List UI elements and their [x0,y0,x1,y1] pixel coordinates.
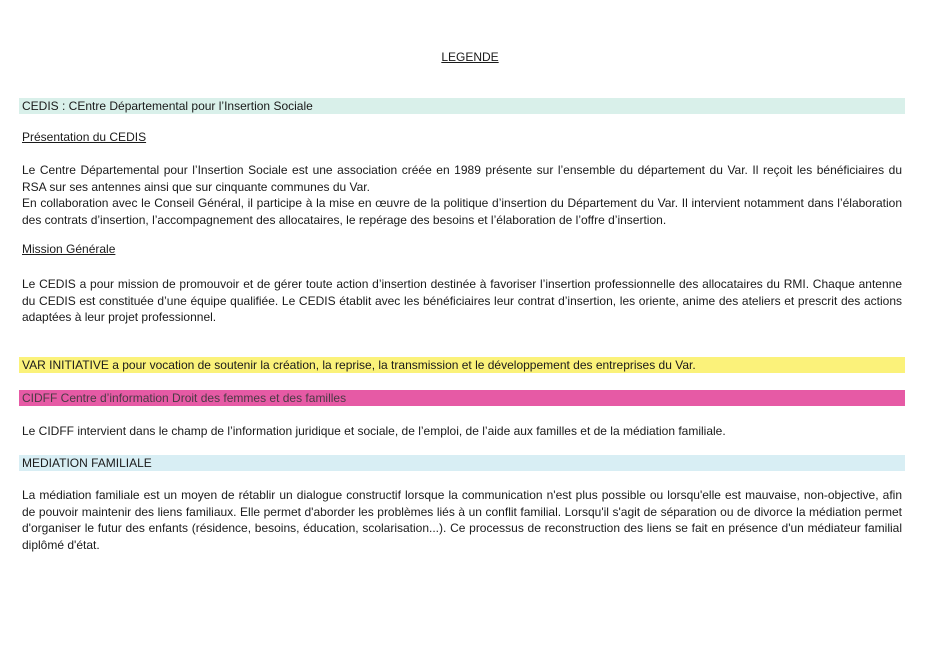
mediation-paragraph [22,487,902,553]
cidff-paragraph [22,423,902,440]
presentation-text-1: Le Centre Départemental pour l’Insertion Sociale est une association créée en 1989 présente sur l’ensemble du département du Var. Il reçoit les bénéficiaires du RSA sur ses antennes ainsi que sur cinquante communes du Var. [22,163,902,194]
mission-text: Le CEDIS a pour mission de promouvoir et de gérer toute action d’insertion destinée à favoriser l’insertion professionnelle des allocataires du RMI. Chaque antenne du CEDIS est constituée d’une équipe qualifiée. Le CEDIS établit avec les bénéficiaires leur contrat d’insertion, les oriente, anime des ateliers et prescrit des actions adaptées à leur projet professionnel. [22,277,902,324]
cidff-text: Le CIDFF intervient dans le champ de l’information juridique et sociale, de l’emploi, de l’aide aux familles et de la médiation familiale. [22,424,726,438]
cedis-band: CEDIS : CEntre Départemental pour l’Insertion Sociale [19,98,905,114]
presentation-paragraph [22,162,902,228]
presentation-heading: Présentation du CEDIS [22,130,147,144]
page-title: LEGENDE [441,50,499,64]
mediation-text: La médiation familiale est un moyen de rétablir un dialogue constructif lorsque la communication n'est plus possible ou lorsqu'elle est mauvaise, non-objective, afin de pouvoir maintenir des liens familiaux. Elle permet d'aborder les problèmes liés à un conflit familial. Lorsqu'il s'agit de séparation ou de divorce la médiation permet d'organiser le futur des enfants (résidence, besoins, éducation, scolarisation...). Ce processus de reconstruction des liens se fait en présence d'un médiateur familial diplômé d'état. [22,488,902,552]
presentation-text-2: En collaboration avec le Conseil Général, il participe à la mise en œuvre de la politique d’insertion du Département du Var. Il intervient notamment dans l’élaboration des contrats d’insertion, l’accompagnement des allocataires, le repérage des besoins et l’élaboration de l’offre d’insertion. [22,196,902,227]
var-initiative-band: VAR INITIATIVE a pour vocation de soutenir la création, la reprise, la transmission et le développement des entreprises du Var. [19,357,905,373]
mission-paragraph [22,276,902,326]
mediation-band: MEDIATION FAMILIALE [19,455,905,471]
mission-heading: Mission Générale [22,242,116,256]
cidff-band: CIDFF Centre d’information Droit des femmes et des familles [19,390,905,406]
